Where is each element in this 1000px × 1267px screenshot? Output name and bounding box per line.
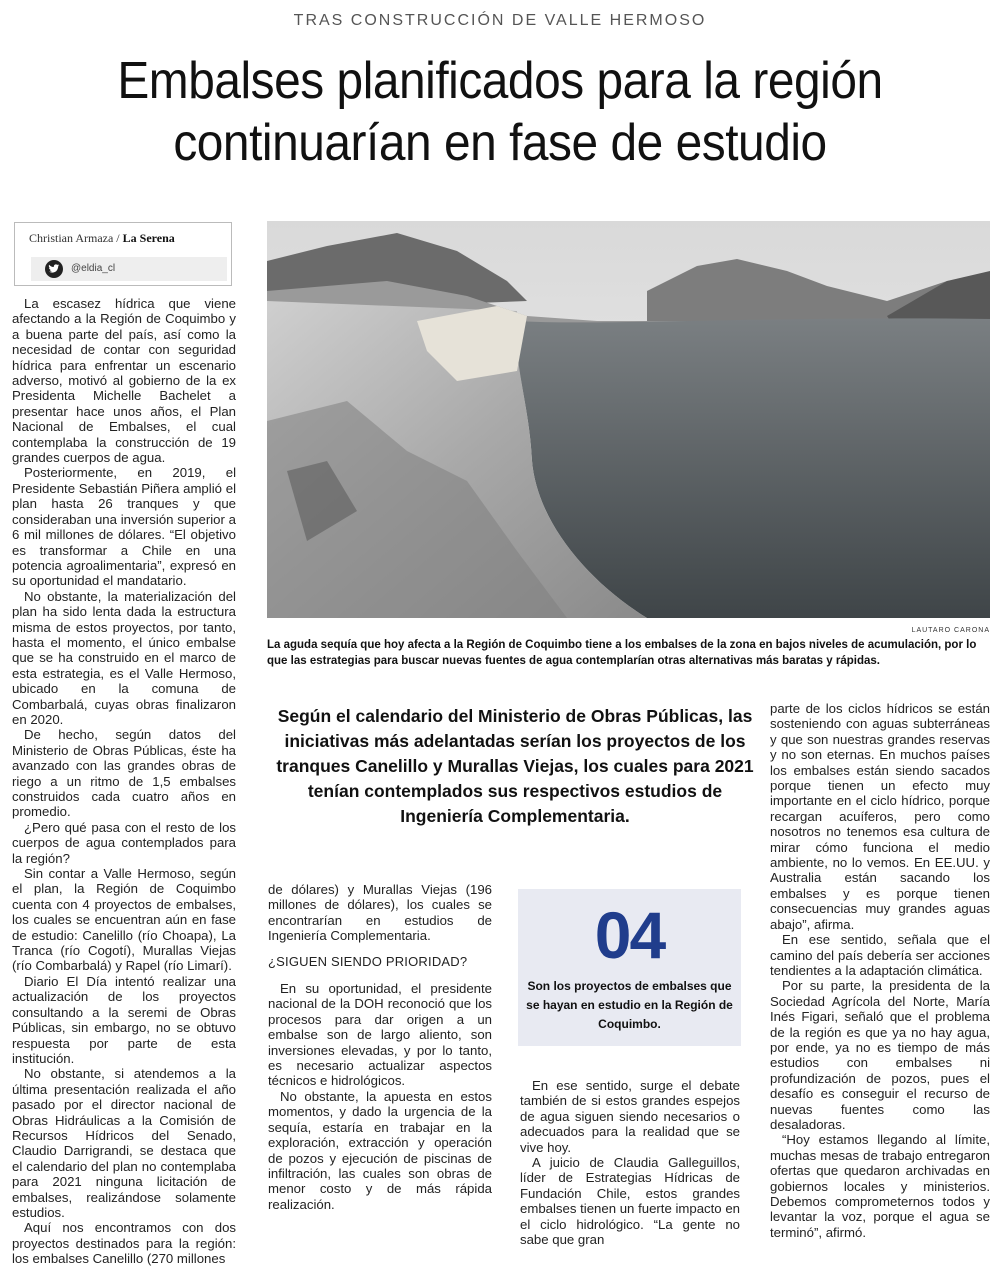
photo-credit: LAUTARO CARONA: [911, 627, 990, 634]
column-3: [520, 1078, 740, 1247]
social-handle[interactable]: @eldia_cl: [71, 263, 116, 274]
paragraph: Posteriormente, en 2019, el Presidente Sebastián Piñera amplió el plan hasta 26 tranques y que consideraban una inversión superior a 6 mil millones de dólares. “El objetivo es transformar a Chile en una potencia agroalimentaria”, expresó en su oportunidad el mandatario.: [12, 465, 236, 589]
column-4: [770, 701, 990, 1240]
paragraph: No obstante, si atendemos a la última presentación realizada el año pasado por el director nacional de Obras Hidráulicas a la Comisión de Recursos Hídricos del Senado, Claudio Darrigrandi, se destaca que el calendario del plan no contemplaba para 2021 ninguna licitación de embalses, realizándose solamente estudios.: [12, 1066, 236, 1220]
fact-text: Son los proyectos de embalses que se hayan en estudio en la Región de Coquimbo.: [526, 979, 733, 1031]
byline: [29, 231, 175, 246]
pull-quote: Según el calendario del Ministerio de Obras Públicas, las iniciativas más adelantadas serían los proyectos de los tranques Canelillo y Murallas Viejas, los cuales para 2021 tenían contemplados sus respectivos estudios de Ingeniería Complementaria.: [276, 706, 754, 826]
column-1: [12, 296, 236, 1267]
paragraph: Por su parte, la presidenta de la Sociedad Agrícola del Norte, María Inés Figari, señaló que el problema de la región es que ya no hay agua, por ende, ya no es tiempo de más estudios con embalses ni profundización de pozos, pues el desafío es conseguir el recurso de nuevas fuentes como las desaladoras.: [770, 978, 990, 1132]
kicker: TRAS CONSTRUCCIÓN DE VALLE HERMOSO: [293, 12, 707, 29]
paragraph: A juicio de Claudia Galleguillos, líder de Estrategias Hídricas de Fundación Chile, estos grandes embalses tienen un fuerte impacto en el ciclo hidrológico. “La gente no sabe que gran: [520, 1155, 740, 1248]
paragraph: No obstante, la apuesta en estos momentos, y dado la urgencia de la sequía, estaría en trabajar en la exploración, extracción y operación de pozos y ejecución de piscinas de infiltración, las cuales son obras de menor costo y de más rápida realización.: [268, 1088, 492, 1212]
paragraph: La escasez hídrica que viene afectando a la Región de Coquimbo y a buena parte del país, así como la necesidad de contar con seguridad hídrica para enfrentar un escenario adverso, motivó al gobierno de la ex Presidenta Michelle Bachelet a presentar hace unos años, el Plan Nacional de Embalses, el cual contemplaba la construcción de 19 grandes cuerpos de agua.: [12, 296, 236, 466]
headline-line-2: continuarían en fase de estudio: [173, 114, 827, 172]
headline: [40, 50, 960, 174]
paragraph: de dólares) y Murallas Viejas (196 millones de dólares), los cuales se encontrarían en estudios de Ingeniería Complementaria.: [268, 882, 492, 944]
paragraph: Sin contar a Valle Hermoso, según el plan, la Región de Coquimbo cuenta con 4 proyectos de embalses, los cuales se encuentran aún en fase de estudio: Canelillo (río Choapa), La Tranca (río Cogotí), Murallas Viejas (río Combarbalá) y Rapel (río Limarí).: [12, 866, 236, 974]
twitter-icon[interactable]: [45, 260, 63, 278]
paragraph: En su oportunidad, el presidente nacional de la DOH reconoció que los procesos para dar origen a un embalse son de largo aliento, son inversiones elevadas, y por lo tanto, es necesario actualizar aspectos técnicos e hidrológicos.: [268, 981, 492, 1089]
paragraph: parte de los ciclos hídricos se están sosteniendo con aguas subterráneas y que son nuestras grandes reservas y no son eternas. En muchos países los embalses están siendo sacados porque tienen un efecto muy importante en el ciclo hídrico, porque recargan acuíferos, pero como nosotros no tenemos esa cultura de mirar cómo funciona el medio ambiente, no lo vemos. En EE.UU. y Australia están sacando los embalses y es porque tienen consecuencias muy grandes aguas abajo”, afirma.: [770, 701, 990, 932]
fact-number: 04: [594, 898, 665, 972]
column-2: [268, 882, 492, 1212]
fact-box: [518, 889, 741, 1046]
paragraph: Aquí nos encontramos con dos proyectos destinados para la región: los embalses Canelillo (270 millones: [12, 1220, 236, 1267]
subhead: ¿SIGUEN SIENDO PRIORIDAD?: [268, 953, 468, 969]
paragraph: De hecho, según datos del Ministerio de Obras Públicas, éste ha avanzado con las grandes obras de riego a un ritmo de 1,5 embalses construidos cada cuatro años en promedio.: [12, 727, 236, 820]
paragraph: ¿Pero qué pasa con el resto de los cuerpos de agua contemplados para la región?: [12, 819, 236, 866]
social-bar: [31, 257, 227, 281]
byline-place: La Serena: [122, 231, 175, 245]
paragraph: En ese sentido, señala que el camino del país debería ser acciones tendientes a la adaptación climática.: [770, 932, 990, 978]
byline-author: Christian Armaza /: [29, 231, 120, 245]
paragraph: “Hoy estamos llegando al límite, muchas mesas de trabajo entregaron ofertas que quedaron archivadas en gobiernos locales y ministerios. Debemos comprometernos todos y levantar la voz, porque el agua se terminó”, afirmó.: [770, 1132, 990, 1240]
paragraph: En ese sentido, surge el debate también de si estos grandes espejos de agua siguen siendo necesarios o adecuados para la realidad que se vive hoy.: [520, 1078, 740, 1155]
paragraph: No obstante, la materialización del plan ha sido lenta dada la estructura misma de estos proyectos, por tanto, hasta el momento, el único embalse que se ha construido en el marco de esta estrategia, es el Valle Hermoso, ubicado en la comuna de Combarbalá, cuyas obras finalizaron en 2020.: [12, 588, 236, 727]
reservoir-photo: [267, 221, 990, 618]
byline-box: [14, 222, 232, 286]
photo-caption: La aguda sequía que hoy afecta a la Región de Coquimbo tiene a los embalses de la zona en bajos niveles de acumulación, por lo que las estrategias para buscar nuevas fuentes de agua contemplarían otras alternativas más baratas y rápidas.: [267, 639, 977, 667]
paragraph: Diario El Día intentó realizar una actualización de los proyectos consultando a la seremi de Obras Públicas, sin embargo, no se obtuvo respuesta por parte de esta institución.: [12, 973, 236, 1066]
headline-line-1: Embalses planificados para la región: [117, 52, 883, 110]
